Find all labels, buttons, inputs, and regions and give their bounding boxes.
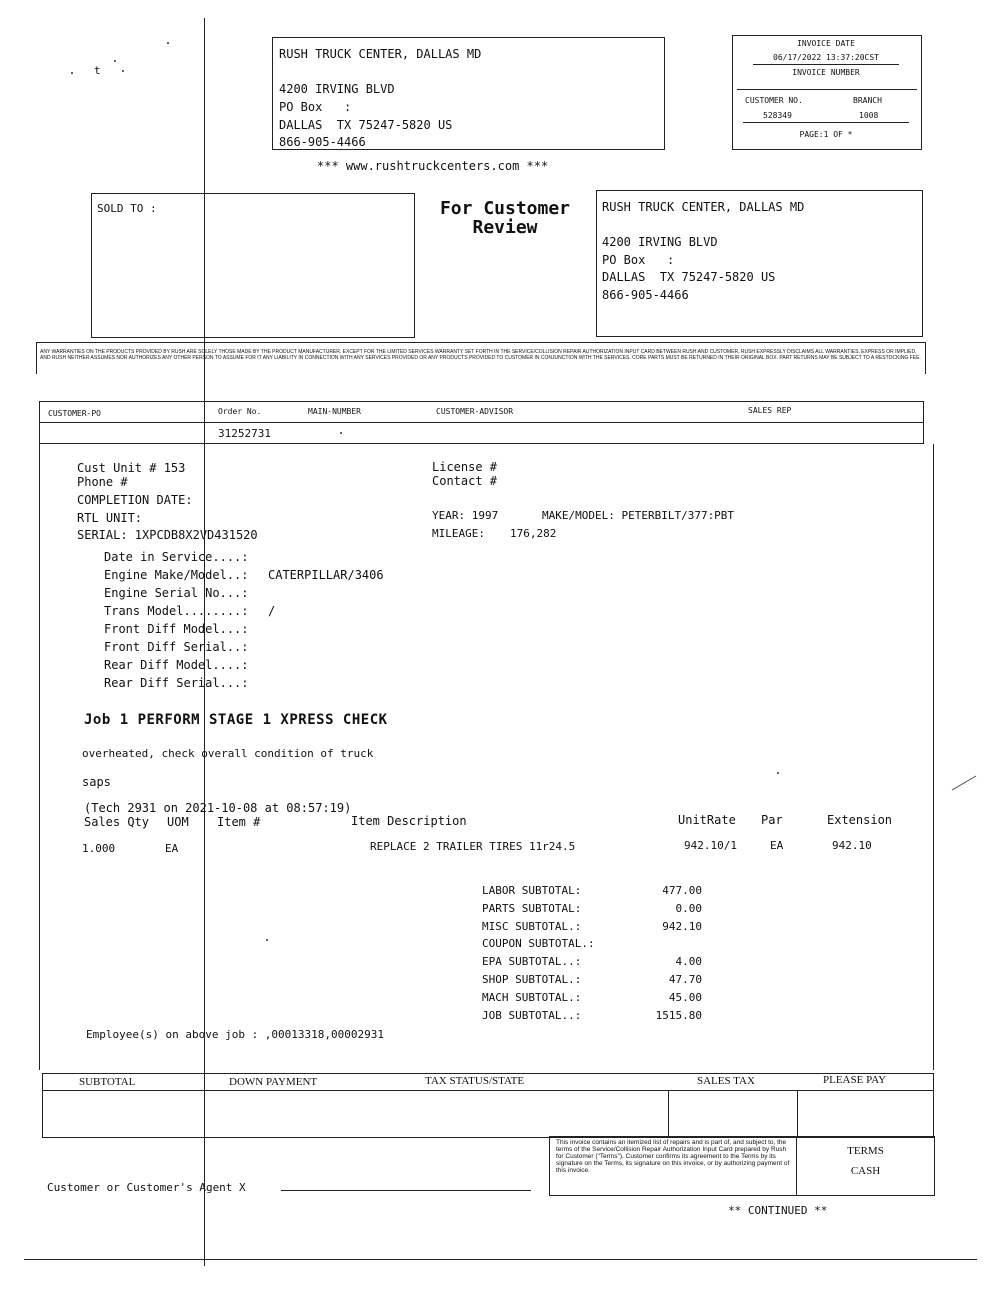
sold-to-label: SOLD TO : [97,202,157,215]
mileage-value: 176,282 [510,527,557,540]
subtotal-value: 942.10 [662,919,702,933]
scan-speck [114,60,116,62]
totals-please-pay-header: PLEASE PAY [823,1074,887,1086]
subtotal-list [482,884,702,1026]
spec-row [104,586,249,604]
line-ext: 942.10 [832,839,872,852]
order-info-divider [40,422,923,423]
subtotal-row [482,1009,702,1027]
warranty-top-rule [36,342,926,343]
spec-label: Rear Diff Model....: [104,658,249,672]
line-desc: REPLACE 2 TRAILER TIRES 11r24.5 [370,840,576,853]
sales-rep-header: SALES REP [748,406,792,415]
invoice-number-label: INVOICE NUMBER [792,68,860,77]
license: License # [432,460,498,474]
spec-list [104,550,384,694]
totals-col-divider-pay [797,1090,798,1137]
warranty-text: ANY WARRANTIES ON THE PRODUCTS PROVIDED BY RUSH ARE SOLELY THOSE MADE BY THE PRODUCT MANUFACTURER. EXCEPT FOR THE LIMITED SERVICES WARRANTY SET FORTH IN THE SERVICE/COLLISION REPAIR AUTHORIZATION INPUT CARD BETWEEN RUSH AND CUSTOMER, RUSH EXPRESSLY DISCLAIMS ALL WARRANTIES, EXPRESS OR IMPLIED, AND RUSH NEITHER ASSUMES NOR AUTHORIZES ANY OTHER PERSON TO ASSUME FOR IT ANY LIABILITY IN CONNECTION WITH ANY SERVICES PROVIDED OR ANY PRODUCTS PROVIDED TO CUSTOMER IN CONJUNCTION WITH THE SERVICES. CORE PARTS MUST BE RETURNED IN THEIR ORIGINAL BOX. PART RETURNS MAY BE SUBJECT TO A RESTOCKING FEE. [40,349,921,361]
website-line: *** www.rushtruckcenters.com *** [317,159,549,173]
page-indicator: PAGE:1 OF * [799,130,853,139]
scan-speck [167,42,169,44]
spec-value: CATERPILLAR/3406 [268,568,384,582]
header-item-no: Item # [217,815,261,829]
signature-line[interactable] [281,1190,531,1191]
subtotal-label: LABOR SUBTOTAL: [482,884,582,897]
order-info-table [39,401,924,444]
header-extension: Extension [827,813,893,827]
completion-date: COMPLETION DATE: [77,493,193,507]
spec-label: Trans Model........: [104,604,249,618]
invoice-date-rule [753,64,899,65]
agreement-box [549,1136,935,1196]
remit-phone: 866-905-4466 [602,288,689,302]
warranty-right-rule [925,342,926,374]
warranty-left-rule [36,342,37,374]
branch-label: BRANCH [853,96,882,105]
scan-speck [266,939,268,941]
subtotal-value: 45.00 [668,990,702,1004]
remit-po-box: PO Box : [602,253,675,267]
mileage-label: MILEAGE: [432,527,485,540]
year: YEAR: 1997 [432,509,499,522]
order-no-header: Order No. [218,407,262,416]
branch-value: 1008 [859,111,879,120]
dealer-city: DALLAS TX 75247-5820 US [279,118,453,132]
invoice-info-box [732,35,922,150]
header-uom: UOM [167,815,189,829]
terms-value: CASH [850,1165,881,1177]
subtotal-label: COUPON SUBTOTAL.: [482,937,595,951]
subtotal-row [482,991,702,1009]
subtotal-row [482,937,702,955]
dealer-phone: 866-905-4466 [279,135,366,149]
subtotal-value: 4.00 [675,955,702,969]
signature-label: Customer or Customer's Agent X [47,1181,246,1194]
scan-speck [122,70,124,72]
spec-label: Rear Diff Serial...: [104,676,249,690]
dealer-header-box [272,37,665,150]
header-item-desc: Item Description [351,814,467,828]
header-par: Par [761,813,783,827]
scan-speck-mark: t [94,64,101,77]
scan-speck [71,72,73,74]
rtl-unit: RTL UNIT: [77,511,143,525]
dealer-po-box: PO Box : [279,100,352,114]
line-uom: EA [165,842,179,855]
page-bottom-rule [24,1259,977,1260]
main-number-header: MAIN-NUMBER [308,407,361,416]
spec-row [104,676,249,694]
cust-unit: Cust Unit # 153 [77,461,186,475]
body-left-rule [39,444,40,1070]
order-no-value: 31252731 [218,427,271,440]
subtotal-row [482,920,702,938]
line-rate: 942.10/1 [684,839,737,852]
spec-row [104,622,249,640]
scan-stroke [950,772,980,794]
terms-label: TERMS [847,1145,884,1157]
tech-line: (Tech 2931 on 2021-10-08 at 08:57:19) [84,801,352,815]
line-qty: 1.000 [82,842,116,855]
spec-label: Front Diff Serial..: [104,640,249,654]
unit-phone: Phone # [77,475,128,489]
spec-row [104,604,276,622]
dealer-address: 4200 IRVING BLVD [279,82,395,96]
spec-label: Front Diff Model...: [104,622,249,636]
subtotal-value: 0.00 [675,901,702,915]
employees-line: Employee(s) on above job : ,00013318,00002931 [86,1028,385,1041]
subtotal-label: MISC SUBTOTAL.: [482,919,582,933]
review-title-line2: Review [472,217,538,238]
totals-subtotal-header: SUBTOTAL [79,1076,136,1088]
subtotal-value: 1515.80 [655,1008,702,1022]
spec-value: / [268,604,276,618]
customer-po-header: CUSTOMER-PO [48,409,101,418]
subtotal-row [482,884,702,902]
invoice-date-label: INVOICE DATE [797,39,855,48]
subtotal-value: 47.70 [668,972,702,986]
customer-no-rule [743,122,909,123]
spec-row [104,568,384,586]
review-title-line1: For Customer [439,198,571,219]
job-note: saps [82,775,111,789]
customer-advisor-header: CUSTOMER-ADVISOR [436,407,514,416]
job-complaint: overheated, check overall condition of truck [82,747,374,760]
spec-label: Engine Make/Model..: [104,568,249,582]
subtotal-label: PARTS SUBTOTAL: [482,901,582,915]
totals-header-divider [43,1090,933,1091]
subtotal-row [482,955,702,973]
body-right-rule [933,444,934,1070]
serial: SERIAL: 1XPCDB8X2VD431520 [77,528,258,542]
spec-row [104,640,249,658]
contact: Contact # [432,474,498,488]
subtotal-value: 477.00 [662,884,702,897]
spec-row [104,550,249,568]
header-unit-rate: UnitRate [678,813,736,827]
spec-label: Date in Service....: [104,550,249,564]
invoice-info-divider [737,89,917,90]
header-sales-qty: Sales Qty [84,815,150,829]
subtotal-label: SHOP SUBTOTAL.: [482,972,582,986]
continued-note: ** CONTINUED ** [728,1204,828,1217]
totals-col-divider-tax [668,1090,669,1137]
totals-down-payment-header: DOWN PAYMENT [229,1076,318,1088]
customer-no-value: 528349 [763,111,792,120]
line-par: EA [770,839,784,852]
totals-sales-tax-header: SALES TAX [697,1075,755,1087]
remit-name: RUSH TRUCK CENTER, DALLAS MD [602,200,805,214]
remit-to-box [596,190,923,337]
make-model: MAKE/MODEL: PETERBILT/377:PBT [542,509,735,522]
subtotal-label: JOB SUBTOTAL..: [482,1008,582,1022]
agreement-text: This invoice contains an itemized list of repairs and is part of, and subject to, the terms of the Service/Collision Repair Authorization Input Card prepared by Rush for Customer ("Terms"). Customer confirms its agreement to the Terms by its signature on the Terms, its signature on this invoice, or by authorizing payment of this invoice. [556,1139,790,1174]
customer-no-label: CUSTOMER NO. [745,96,803,105]
subtotal-row [482,973,702,991]
job-title: Job 1 PERFORM STAGE 1 XPRESS CHECK [84,712,388,728]
subtotal-label: EPA SUBTOTAL..: [482,955,582,969]
invoice-date-value: 06/17/2022 13:37:20CST [773,53,879,62]
sold-to-box [91,193,415,338]
subtotal-row [482,902,702,920]
totals-table [42,1073,934,1138]
subtotal-label: MACH SUBTOTAL.: [482,990,582,1004]
totals-tax-status-header: TAX STATUS/STATE [425,1075,525,1087]
dealer-name: RUSH TRUCK CENTER, DALLAS MD [279,47,482,61]
remit-address: 4200 IRVING BLVD [602,235,718,249]
spec-row [104,658,249,676]
scan-speck [777,772,779,774]
spec-label: Engine Serial No...: [104,586,249,600]
review-title [422,199,588,237]
remit-city: DALLAS TX 75247-5820 US [602,270,776,284]
